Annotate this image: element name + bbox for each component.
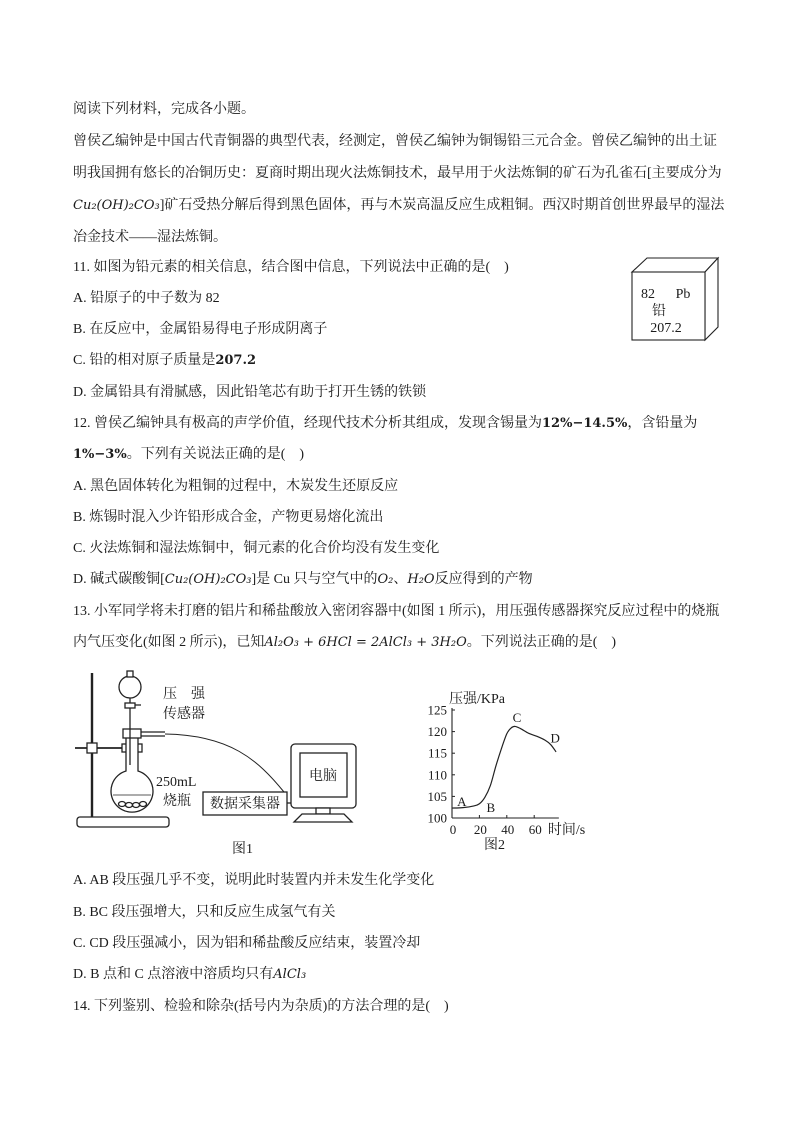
option-text: D. 碱式碳酸铜[ (73, 572, 165, 587)
material-line (73, 196, 724, 216)
monitor-base (294, 814, 352, 822)
point-label-a: A (457, 794, 467, 810)
formula: Cu₂(OH)₂CO₃ (164, 572, 252, 587)
figure2-caption: 图2 (484, 838, 505, 853)
clamp-boss (87, 743, 97, 753)
option-text: D. B 点和 C 点溶液中溶质均只有 (73, 967, 274, 982)
funnel-stopper (127, 671, 133, 677)
q13-option-b: B. BC 段压强增大，只和反应生成氢气有关 (73, 905, 336, 920)
formula: O₂ (377, 572, 394, 587)
atomic-number: 82 (641, 287, 655, 302)
x-axis-label: 时间/s (547, 823, 586, 838)
q12-option-b: B. 炼锡时混入少许铅形成合金，产物更易熔化流出 (73, 510, 384, 525)
option-text: 、 (393, 572, 408, 587)
option-text: C. 铅的相对原子质量是 (73, 353, 216, 368)
stem-text: 。下列说法正确的是( ) (466, 635, 617, 650)
element-atomic-mass: 207.2 (650, 321, 682, 336)
q13-option-a: A. AB 段压强几乎不变，说明此时装置内并未发生化学变化 (73, 873, 435, 888)
q11-stem: 11. 如图为铅元素的相关信息，结合图中信息，下列说法中正确的是( ) (73, 260, 509, 275)
separatory-funnel-bulb (119, 676, 141, 698)
q12-stem-line2 (73, 445, 304, 465)
point-label-d: D (550, 730, 560, 746)
formula: H₂O (407, 572, 435, 587)
formula: AlCl₃ (273, 967, 307, 982)
stem-text: ，含铅量为 (627, 416, 698, 431)
element-name: 铅 (652, 304, 666, 319)
funnel-stopcock (125, 703, 135, 708)
sensor-label: 压 强 (163, 687, 205, 702)
material-text: ]矿石受热分解后得到黑色固体，再与木炭高温反应生成粗铜。西汉时期首创世界最早的湿法 (159, 198, 725, 213)
atomic-mass-value: 207.2 (215, 353, 257, 368)
y-tick-label: 110 (427, 767, 447, 783)
y-tick-label: 125 (427, 702, 447, 718)
card-top-face (632, 258, 718, 272)
y-axis-label: 压强/KPa (449, 692, 505, 707)
tin-range: 12%−14.5% (542, 416, 628, 431)
q11-option-a: A. 铅原子的中子数为 82 (73, 291, 220, 306)
pressure-curve (452, 726, 556, 808)
q12-stem-line1 (73, 414, 697, 434)
pressure-chart (420, 688, 600, 838)
sensor-label: 传感器 (163, 707, 205, 722)
flask-volume-label: 250mL (156, 775, 197, 790)
point-label-c: C (512, 709, 522, 725)
lead-range: 1%−3% (73, 447, 127, 462)
reaction-equation: Al₂O₃ + 6HCl = 2AlCl₃ + 3H₂O (264, 635, 467, 650)
q13-stem-line2 (73, 633, 616, 653)
malachite-formula: Cu₂(OH)₂CO₃ (73, 198, 160, 213)
q13-option-d (73, 965, 306, 985)
y-tick-label: 100 (427, 810, 447, 826)
material-line: 冶金技术——湿法炼铜。 (73, 230, 227, 245)
q11-option-b: B. 在反应中，金属铅易得电子形成阴离子 (73, 322, 328, 337)
monitor-neck (316, 808, 330, 814)
x-tick-label: 0 (449, 822, 457, 837)
stem-text: 12. 曾侯乙编钟具有极高的声学价值，经现代技术分析其组成，发现含锡量为 (73, 416, 542, 431)
stand-base (77, 817, 169, 827)
option-text: ]是 Cu 只与空气中的 (251, 572, 378, 587)
y-tick-label: 115 (427, 745, 447, 761)
q12-option-a: A. 黑色固体转化为粗铜的过程中，木炭发生还原反应 (73, 479, 399, 494)
x-tick-label: 20 (473, 822, 487, 837)
x-tick-label: 60 (528, 822, 542, 837)
material-line: 明我国拥有悠长的冶铜历史：夏商时期出现火法炼铜技术，最早用于火法炼铜的矿石为孔雀石[主要成分为 (73, 166, 722, 181)
x-tick-label: 40 (501, 822, 515, 837)
material-line: 曾侯乙编钟是中国古代青铜器的典型代表，经测定，曾侯乙编钟为铜锡铅三元合金。曾侯乙编钟的出土证 (73, 134, 717, 149)
option-text: 反应得到的产物 (434, 572, 533, 587)
figure1-caption: 图1 (232, 842, 253, 857)
q13-stem-line1: 13. 小军同学将未打磨的铝片和稀盐酸放入密闭容器中(如图 1 所示)，用压强传感器探究反应过程中的烧瓶 (73, 604, 720, 619)
computer-label: 电脑 (309, 769, 337, 784)
flask-label: 烧瓶 (163, 794, 191, 809)
q14-stem: 14. 下列鉴别、检验和除杂(括号内为杂质)的方法合理的是( ) (73, 999, 449, 1014)
stem-text: 内气压变化(如图 2 所示)，已知 (73, 635, 265, 650)
lead-element-card (628, 254, 724, 346)
y-tick-label: 120 (427, 724, 447, 740)
collector-label: 数据采集器 (210, 797, 280, 812)
apparatus-diagram (70, 665, 370, 837)
q12-option-d (73, 570, 533, 590)
y-tick-label: 105 (427, 788, 447, 804)
material-lead: 阅读下列材料，完成各小题。 (73, 102, 255, 117)
q11-option-c (73, 351, 256, 371)
q12-option-c: C. 火法炼铜和湿法炼铜中，铜元素的化合价均没有发生变化 (73, 541, 440, 556)
element-symbol: Pb (675, 287, 691, 302)
flask-stopper (123, 729, 141, 738)
card-side-face (705, 258, 718, 340)
q11-option-d: D. 金属铅具有滑腻感，因此铅笔芯有助于打开生锈的铁锁 (73, 385, 427, 400)
stem-text: 。下列有关说法正确的是( ) (126, 447, 305, 462)
q13-option-c: C. CD 段压强减小，因为铝和稀盐酸反应结束，装置冷却 (73, 936, 421, 951)
point-label-b: B (486, 799, 496, 815)
